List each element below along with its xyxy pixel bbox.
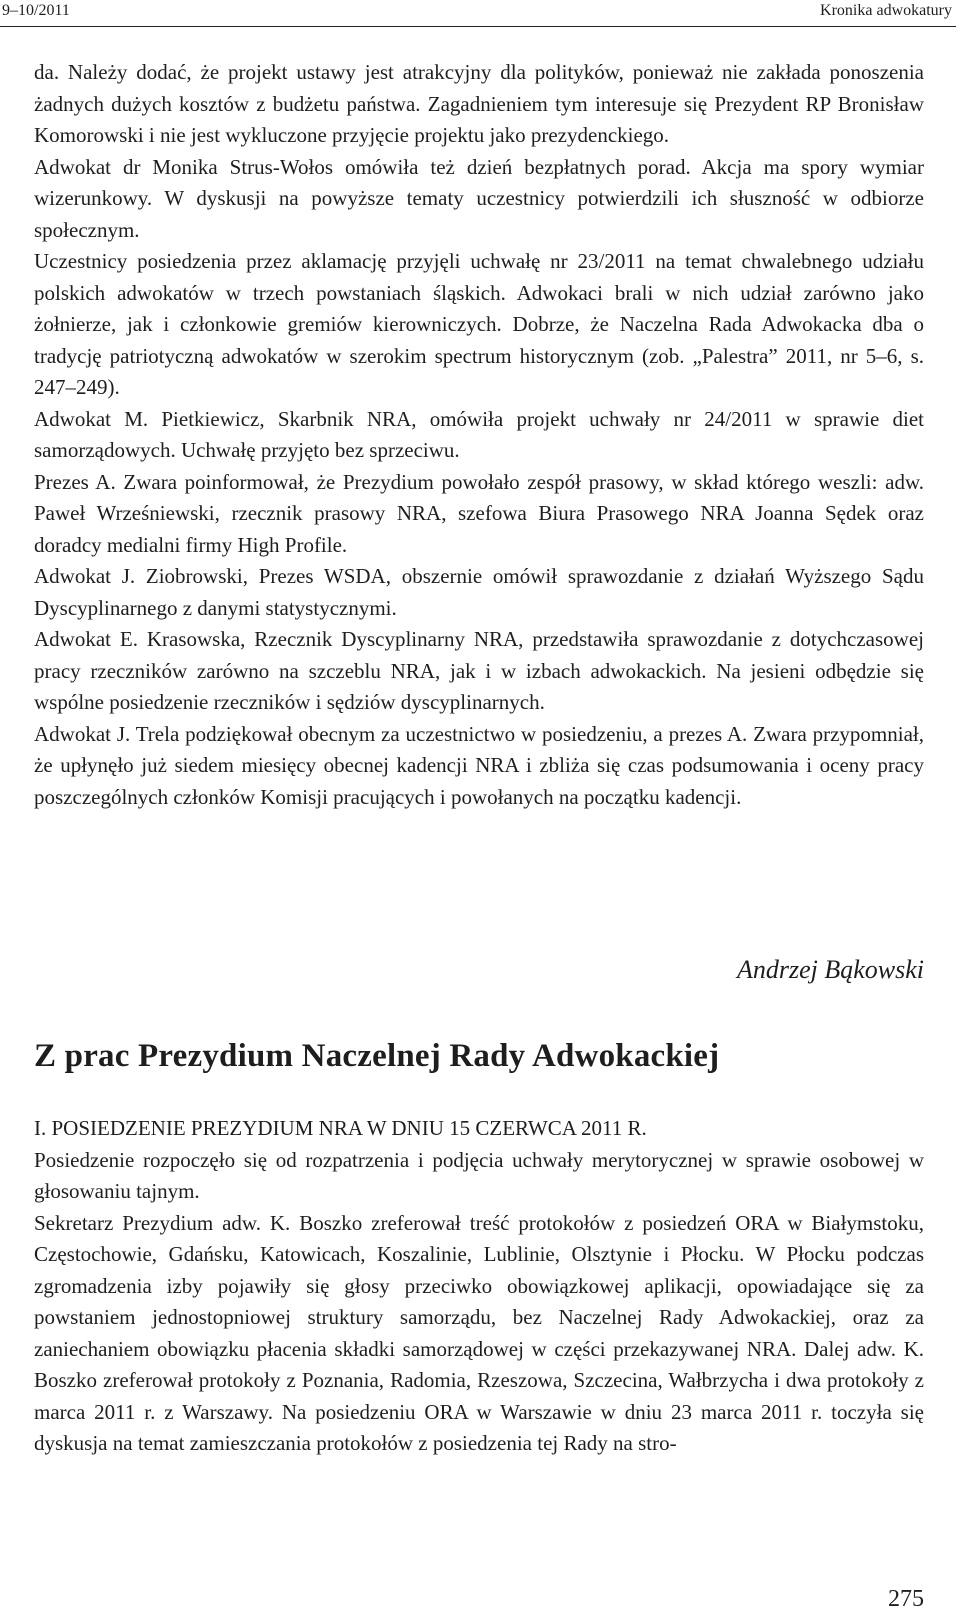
paragraph: Adwokat M. Pietkiewicz, Skarbnik NRA, omówiła projekt uchwały nr 24/2011 w sprawie diet samorządowych. Uchwałę przyjęto bez sprzeciwu. (34, 406, 924, 462)
paragraph: Adwokat E. Krasowska, Rzecznik Dyscyplinarny NRA, przedstawiła sprawozdanie z dotychczasowej pracy rzeczników zarówno na szczeblu NRA, jak i w izbach adwokackich. Na jesieni odbędzie się wspólne posiedzenie rzeczników i sędziów dyscyplinarnych. (34, 627, 924, 714)
article-body-bottom (34, 1113, 924, 1460)
paragraph: Uczestnicy posiedzenia przez aklamację przyjęli uchwałę nr 23/2011 na temat chwalebnego udziału polskich adwokatów w trzech powstaniach śląskich. Adwokaci brali w nich udział zarówno jako żołnierze, jak i członkowie gremiów kierowniczych. Dobrze, że Naczelna Rada Adwokacka dba o tradycję patriotyczną adwokatów w szerokim spectrum historycznym (zob. „Palestra” 2011, nr 5–6, s. 247–249). (34, 249, 924, 399)
paragraph: Adwokat J. Ziobrowski, Prezes WSDA, obszernie omówił sprawozdanie z działań Wyższego Sądu Dyscyplinarnego z danymi statystycznymi. (34, 564, 924, 620)
paragraph-continuation: da. Należy dodać, że projekt ustawy jest atrakcyjny dla polityków, ponieważ nie zakłada ponoszenia żadnych dużych kosztów z budżetu państwa. Zagadnieniem tym interesuje się Prezydent RP Bronisław Komorowski i nie jest wykluczone przyjęcie projektu jako prezydenckiego. (34, 60, 924, 147)
section-heading: Z prac Prezydium Naczelnej Rady Adwokackiej (34, 1038, 720, 1074)
paragraph: Adwokat J. Trela podziękował obecnym za uczestnictwo w posiedzeniu, a prezes A. Zwara przypomniał, że upłynęło już siedem miesięcy obecnej kadencji NRA i zbliża się czas podsumowania i oceny pracy poszczególnych członków Komisji pracujących i powołanych na początku kadencji. (34, 721, 924, 809)
paragraph-text: Adwokat dr Monika Strus-Wołos omówiła też dzień bezpłatnych porad. Akcja ma spory wymiar wizerunkowy. W dyskusji na powyższe tematy uczestnicy potwierdzili ich słuszność w odbiorze społecznym. (34, 154, 924, 242)
article-body-top (34, 57, 924, 813)
paragraph: Posiedzenie rozpoczęło się od rozpatrzenia i podjęcia uchwały merytorycznej w sprawie osobowej w głosowaniu tajnym. (34, 1147, 924, 1203)
paragraph: Prezes A. Zwara poinformował, że Prezydium powołało zespół prasowy, w skład którego weszli: adw. Paweł Wrześniewski, rzecznik prasowy NRA, szefowa Biura Prasowego NRA Joanna Sędek oraz doradcy medialni firmy High Profile. (34, 469, 924, 557)
issue-number: 9–10/2011 (2, 2, 70, 19)
page-number: 275 (888, 1586, 924, 1612)
paragraph (34, 152, 924, 247)
author-signature: Andrzej Bąkowski (736, 955, 924, 984)
journal-section-title: Kronika adwokatury (820, 2, 952, 19)
meeting-subheading: I. POSIEDZENIE PREZYDIUM NRA W DNIU 15 CZERWCA 2011 R. (34, 1116, 647, 1140)
running-header (0, 0, 956, 27)
paragraph: Sekretarz Prezydium adw. K. Boszko zreferował treść protokołów z posiedzeń ORA w Białymstoku, Częstochowie, Gdańsku, Katowicach, Koszalinie, Lublinie, Olsztynie i Płocku. W Płocku podczas zgromadzenia izby pojawiły się głosy przeciwko obowiązkowej aplikacji, opowiadające się za powstaniem jednostopniowej struktury samorządu, bez Naczelnej Rady Adwokackiej, oraz za zaniechaniem obowiązku płacenia składki samorządowej w części przekazywanej NRA. Dalej adw. K. Boszko zreferował protokoły z Poznania, Radomia, Rzeszowa, Szczecina, Wałbrzycha i dwa protokoły z marca 2011 r. z Warszawy. Na posiedzeniu ORA w Warszawie w dniu 23 marca 2011 r. toczyła się dyskusja na temat zamieszczania protokołów z posiedzenia tej Rady na stro- (34, 1210, 924, 1455)
